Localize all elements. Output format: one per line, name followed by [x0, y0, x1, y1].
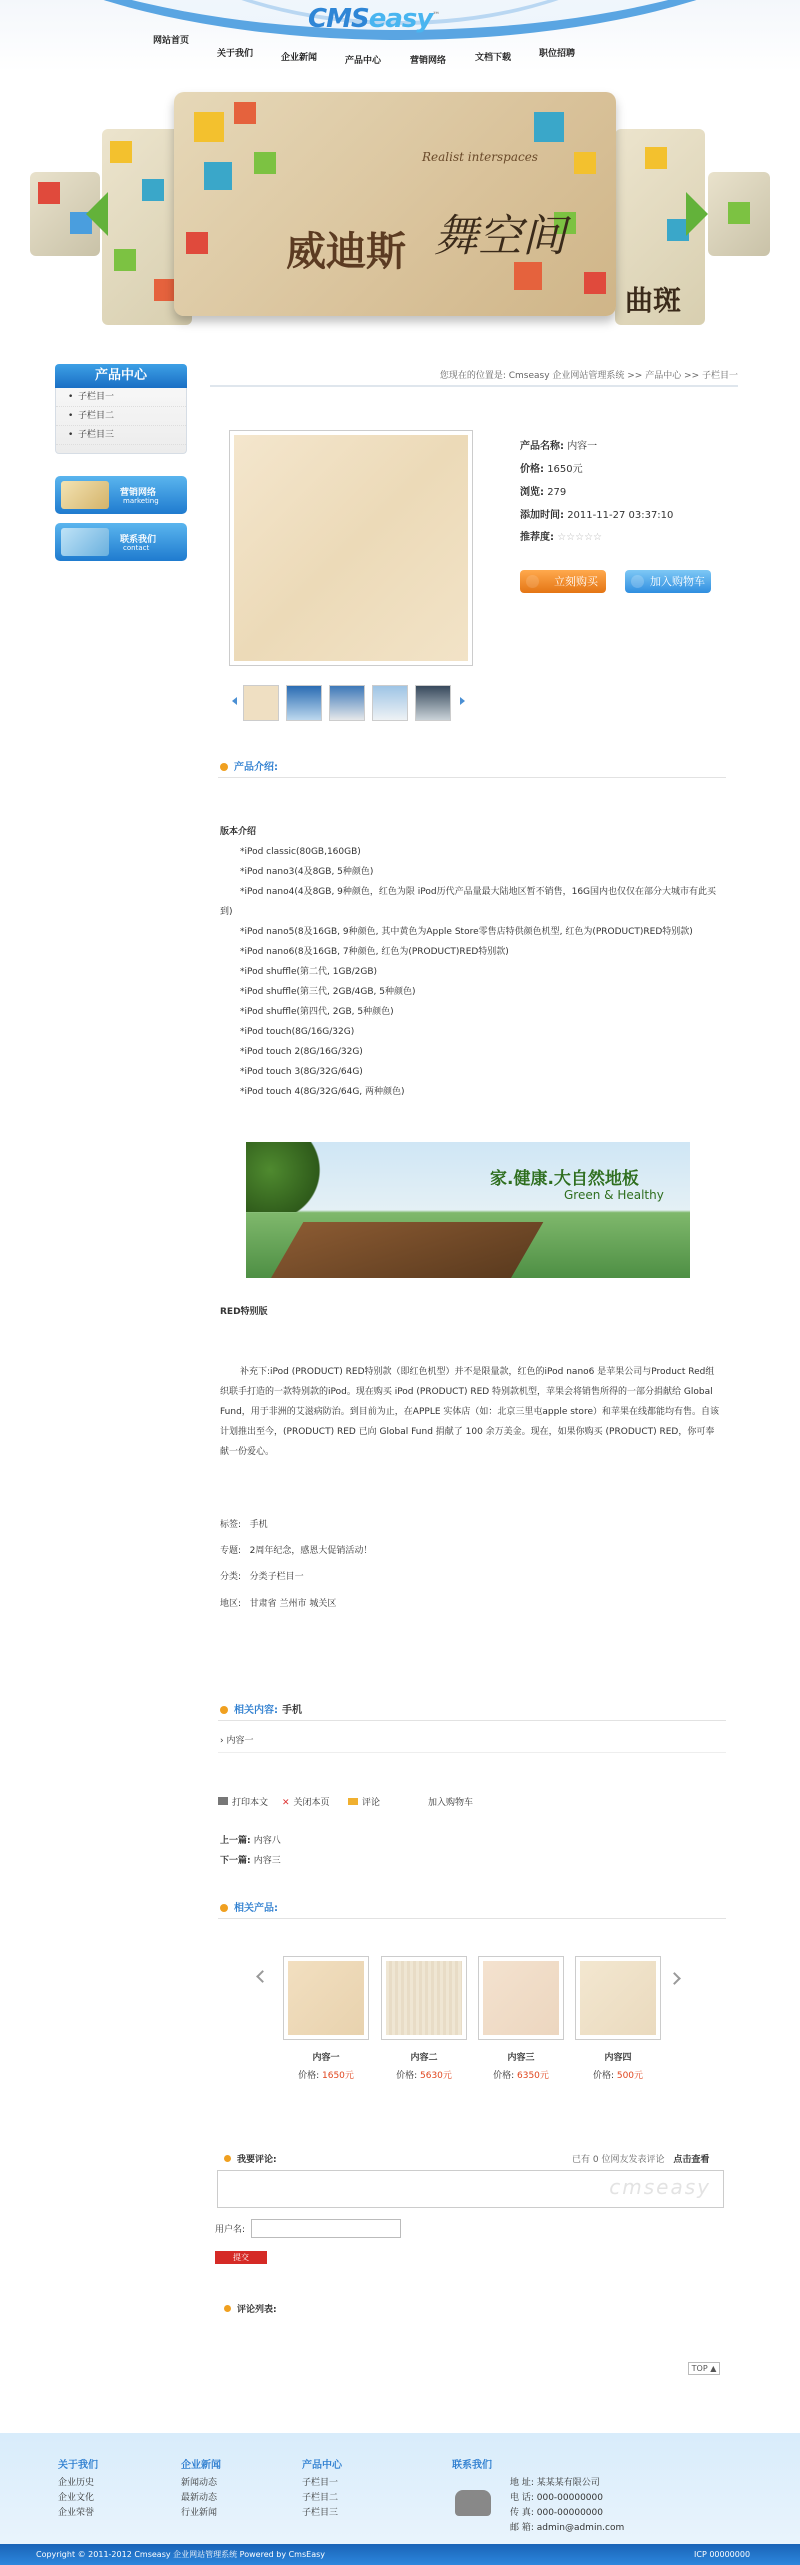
- comment-list-title: [224, 2302, 277, 2315]
- prev-article: [220, 1833, 281, 1846]
- logo-sup: ™: [432, 10, 440, 20]
- red-edition-heading: RED特别版: [220, 1307, 268, 1317]
- tile: [154, 279, 176, 301]
- tile: [728, 202, 750, 224]
- carousel-next-arrow[interactable]: [686, 192, 708, 236]
- related-product-name[interactable]: 内容二: [410, 2053, 438, 2063]
- slide-far-right[interactable]: [708, 172, 770, 256]
- banner-headline: 家.健康.大自然地板: [490, 1169, 639, 1189]
- tile: [194, 112, 224, 142]
- cart-label: 加入购物车: [650, 575, 705, 588]
- cart-icon: [631, 575, 644, 588]
- footer-phone: 电 话: 000-00000000: [510, 2493, 603, 2503]
- meta-area: [220, 1596, 336, 1609]
- sidebar-list: [55, 388, 187, 454]
- contact-icon: [61, 528, 109, 556]
- related-label: 相关内容:: [234, 1705, 278, 1716]
- thumbnail[interactable]: [372, 685, 408, 721]
- nav-home[interactable]: 网站首页: [153, 36, 190, 46]
- comment-count: [572, 2152, 709, 2165]
- nav-products[interactable]: 产品中心: [345, 56, 382, 66]
- next-label: 下一篇:: [220, 1856, 251, 1866]
- product-price: 1650元: [547, 464, 583, 475]
- site-header: [0, 0, 800, 72]
- list-item: *iPod shuffle(第二代, 1GB/2GB): [240, 967, 378, 977]
- related-product-image[interactable]: [575, 1956, 661, 2040]
- area-label: 地区:: [220, 1599, 242, 1609]
- phone-icon: [455, 2490, 491, 2516]
- sidebar-marketing-box[interactable]: [55, 476, 187, 514]
- meta-category: [220, 1569, 304, 1582]
- username-input[interactable]: [251, 2219, 401, 2238]
- tree-shape: [246, 1142, 326, 1212]
- sidebar-item[interactable]: • 子栏目三: [56, 426, 186, 445]
- list-item: *iPod touch(8G/16G/32G): [240, 1027, 355, 1037]
- carousel-prev-arrow[interactable]: [256, 1970, 269, 1983]
- intro-title: 产品介绍:: [220, 758, 278, 773]
- bullet-icon: [224, 2305, 231, 2312]
- product-price-row: [520, 460, 583, 475]
- comment-label: 评论: [362, 1798, 381, 1808]
- slide-main[interactable]: [174, 92, 616, 316]
- print-label: 打印本文: [232, 1798, 269, 1808]
- tile: [534, 112, 564, 142]
- list-item: *iPod shuffle(第三代, 2GB/4GB, 5种颜色): [240, 987, 416, 997]
- username-label: 用户名:: [215, 2225, 246, 2235]
- nav-about[interactable]: 关于我们: [217, 49, 254, 59]
- tile: [142, 179, 164, 201]
- footer-link[interactable]: 企业文化: [58, 2493, 95, 2503]
- cat-label: 分类:: [220, 1572, 242, 1582]
- next-article: [220, 1853, 281, 1866]
- tile: [514, 262, 542, 290]
- list-item: *iPod touch 2(8G/16G/32G): [240, 1047, 363, 1057]
- submit-button[interactable]: 提交: [215, 2251, 267, 2264]
- product-rating-row: [520, 528, 602, 543]
- related-product-image[interactable]: [381, 1956, 467, 2040]
- thumbnail[interactable]: [329, 685, 365, 721]
- tile: [204, 162, 232, 190]
- price-value: 6350元: [517, 2071, 549, 2081]
- copyright-text: Copyright © 2011-2012 Cmseasy 企业网站管理系统 Powered by CmsEasy: [36, 2550, 325, 2559]
- related-product-price: [283, 2068, 369, 2081]
- special-label: 专题:: [220, 1546, 242, 1556]
- tile: [254, 152, 276, 174]
- comment-title: [224, 2152, 277, 2165]
- related-product-name[interactable]: 内容四: [604, 2053, 632, 2063]
- footer-link[interactable]: 企业荣誉: [58, 2508, 95, 2518]
- footer-link[interactable]: 最新动态: [181, 2493, 218, 2503]
- marketing-title: 营销网络: [120, 488, 157, 498]
- red-edition-paragraph: 补充下:iPod (PRODUCT) RED特别款（即红色机型）并不是限量款，红色的iPod nano6 是苹果公司与Product Red组织联手打造的一款特别款的iPod。现在购买 iPod (PRODUCT) RED 特别款机型，苹果会将销售所得的一部分捐献给 Global Fund，用于非洲的艾滋病防治。到目前为止，在APPLE 实体店（如：北京三里屯apple store）和苹果在线都能均有售。自该计划推出至今，(PRODUCT) RED 已向 Global Fund 捐献了 100 余万美金。现在，如果你购买 (PRODUCT) RED，你可奉献一份爱心。: [220, 1367, 719, 1457]
- footer-link[interactable]: 子栏目三: [302, 2508, 339, 2518]
- related-product-image[interactable]: [283, 1956, 369, 2040]
- slide-right-text: 曲斑: [625, 284, 682, 317]
- nav-news[interactable]: 企业新闻: [281, 53, 318, 63]
- thumbnail[interactable]: [286, 685, 322, 721]
- price-value: 5630元: [420, 2071, 452, 2081]
- related-item[interactable]: › 内容一: [220, 1736, 254, 1746]
- breadcrumb[interactable]: 您现在的位置是: Cmseasy 企业网站管理系统 >> 产品中心 >> 子栏目一: [210, 367, 738, 387]
- area-link[interactable]: 甘肃省 兰州市 城关区: [249, 1599, 337, 1609]
- rating-stars[interactable]: ☆☆☆☆☆: [557, 532, 603, 543]
- related-item-label: 内容一: [226, 1736, 254, 1746]
- footer-email[interactable]: 邮 箱: admin@admin.com: [510, 2523, 625, 2533]
- price-label: 价格:: [520, 464, 544, 475]
- tile: [114, 249, 136, 271]
- slide-subtitle: Realist interspaces: [422, 150, 538, 164]
- copyright-bar: [0, 2544, 800, 2565]
- slide-title: 威迪斯: [286, 228, 406, 275]
- tile: [645, 147, 667, 169]
- prev-link[interactable]: 内容八: [253, 1836, 281, 1846]
- tile: [186, 232, 208, 254]
- footer-address: 地 址: 某某某有限公司: [510, 2478, 600, 2488]
- footer-fax: 传 真: 000-00000000: [510, 2508, 603, 2518]
- footer-link[interactable]: 新闻动态: [181, 2478, 218, 2488]
- comment-list-label: 评论列表:: [237, 2305, 277, 2315]
- close-link[interactable]: [282, 1795, 330, 1808]
- name-label: 产品名称:: [520, 441, 564, 452]
- close-label: 关闭本页: [293, 1798, 330, 1808]
- views-label: 浏览:: [520, 487, 544, 498]
- thumbnail[interactable]: [243, 685, 279, 721]
- related-product-name[interactable]: 内容三: [507, 2053, 535, 2063]
- marketing-sub: marketing: [123, 497, 159, 505]
- date-label: 添加时间:: [520, 510, 564, 521]
- site-footer: [0, 2433, 800, 2544]
- list-item: *iPod touch 3(8G/32G/64G): [240, 1067, 363, 1077]
- logo-main: CMS: [308, 4, 369, 34]
- carousel-prev-arrow[interactable]: [86, 192, 108, 236]
- comment-count-text: 已有 0 位网友发表评论: [572, 2155, 665, 2165]
- comment-watermark: cmseasy: [609, 2175, 711, 2199]
- sidebar-contact-box[interactable]: [55, 523, 187, 561]
- sidebar-item[interactable]: • 子栏目二: [56, 407, 186, 426]
- view-comments-link[interactable]: 点击查看: [673, 2155, 710, 2165]
- divider: [218, 777, 726, 778]
- tile: [38, 182, 60, 204]
- footer-link[interactable]: 企业历史: [58, 2478, 95, 2488]
- intro-heading: 版本介绍: [220, 827, 257, 837]
- add-to-cart-button[interactable]: [625, 570, 711, 593]
- divider: [218, 1720, 726, 1721]
- related-product-price: [575, 2068, 661, 2081]
- contact-title: 联系我们: [120, 535, 157, 545]
- footer-col-title: 产品中心: [302, 2460, 342, 2471]
- related-product-price: [381, 2068, 467, 2081]
- tile: [584, 272, 606, 294]
- price-label: 价格:: [592, 2071, 614, 2081]
- list-item: *iPod classic(80GB,160GB): [240, 847, 361, 857]
- product-date: 2011-11-27 03:37:10: [567, 510, 674, 521]
- list-item: *iPod touch 4(8G/32G/64G, 两种颜色): [240, 1087, 405, 1097]
- cat-link[interactable]: 分类子栏目一: [249, 1572, 304, 1582]
- footer-link[interactable]: 子栏目一: [302, 2478, 339, 2488]
- list-item: *iPod nano3(4及8GB, 5种颜色): [240, 867, 374, 877]
- contact-sub: contact: [123, 544, 150, 552]
- cart-icon: [526, 575, 539, 588]
- slide-brand: 舞空间: [434, 211, 566, 262]
- list-item: *iPod nano6(8及16GB, 7种颜色, 红色为(PRODUCT)RED特别款): [240, 947, 509, 957]
- tile: [574, 152, 596, 174]
- version-list: [220, 842, 720, 1102]
- list-item: *iPod nano4(4及8GB, 9种颜色，红色为限 iPod历代产品量最大陆地区暂不销售，16G国内也仅仅在部分大城市有此买到): [220, 887, 717, 917]
- product-name: 内容一: [567, 441, 598, 452]
- footer-contact-title: 联系我们: [452, 2460, 492, 2471]
- list-item: *iPod nano5(8及16GB, 9种颜色, 其中黄色为Apple Store零售店特供颜色机型, 红色为(PRODUCT)RED特别款): [240, 927, 693, 937]
- bullet-icon: [224, 2155, 231, 2162]
- deck-shape: [269, 1222, 544, 1278]
- related-products-title: 相关产品:: [220, 1899, 278, 1914]
- thumbnail[interactable]: [415, 685, 451, 721]
- price-value: 500元: [616, 2071, 644, 2081]
- comment-link[interactable]: [348, 1795, 380, 1808]
- related-product-image[interactable]: [478, 1956, 564, 2040]
- nav-jobs[interactable]: 职位招聘: [539, 49, 576, 59]
- comment-textarea[interactable]: [217, 2170, 724, 2208]
- carousel-next-arrow[interactable]: [668, 1972, 681, 1985]
- divider: [218, 1918, 726, 1919]
- product-views-row: [520, 483, 566, 498]
- footer-col-title: 关于我们: [58, 2460, 98, 2471]
- thumb-next-arrow[interactable]: [460, 697, 465, 705]
- buy-label: 立刻购买: [554, 575, 598, 588]
- site-logo[interactable]: [308, 4, 439, 34]
- flooring-banner-image: [246, 1142, 690, 1278]
- close-icon: ✕: [282, 1798, 290, 1808]
- tag-link[interactable]: 手机: [249, 1520, 268, 1530]
- tool-cart-link[interactable]: 加入购物车: [428, 1798, 474, 1808]
- list-item: *iPod shuffle(第四代, 2GB, 5种颜色): [240, 1007, 394, 1017]
- product-name-row: [520, 437, 597, 452]
- comment-title-label: 我要评论:: [237, 2155, 277, 2165]
- tag-label: 标签:: [220, 1520, 242, 1530]
- thumb-prev-arrow[interactable]: [232, 697, 237, 705]
- next-link[interactable]: 内容三: [253, 1856, 281, 1866]
- prev-label: 上一篇:: [220, 1836, 251, 1846]
- sidebar-item[interactable]: • 子栏目一: [56, 388, 186, 407]
- product-image[interactable]: [229, 430, 473, 666]
- banner-subline: Green & Healthy: [564, 1188, 664, 1202]
- sidebar-title: 产品中心: [55, 364, 187, 388]
- printer-icon: [218, 1797, 228, 1805]
- folder-icon: [348, 1798, 358, 1805]
- special-link[interactable]: 2周年纪念，感恩大促销活动！: [249, 1546, 373, 1556]
- buy-now-button[interactable]: [520, 570, 606, 593]
- footer-link[interactable]: 行业新闻: [181, 2508, 218, 2518]
- product-date-row: [520, 506, 673, 521]
- price-label: 价格:: [298, 2071, 320, 2081]
- icp-text[interactable]: ICP 00000000: [694, 2550, 751, 2559]
- tile: [234, 102, 256, 124]
- related-keyword: 手机: [282, 1705, 302, 1716]
- divider: [218, 1752, 726, 1753]
- footer-link[interactable]: 子栏目二: [302, 2493, 339, 2503]
- footer-col-title: 企业新闻: [181, 2460, 221, 2471]
- related-title: [220, 1701, 302, 1716]
- price-label: 价格:: [493, 2071, 515, 2081]
- back-to-top-button[interactable]: TOP ▲: [688, 2362, 720, 2375]
- price-label: 价格:: [396, 2071, 418, 2081]
- book-icon: [61, 481, 109, 509]
- meta-special: [220, 1543, 372, 1556]
- rating-label: 推荐度:: [520, 532, 554, 543]
- nav-marketing[interactable]: 营销网络: [410, 56, 447, 66]
- print-link[interactable]: [218, 1795, 268, 1808]
- related-product-price: [478, 2068, 564, 2081]
- tile: [110, 141, 132, 163]
- logo-accent: easy: [368, 4, 433, 34]
- meta-tags: [220, 1517, 268, 1530]
- nav-downloads[interactable]: 文档下载: [475, 53, 512, 63]
- price-value: 1650元: [322, 2071, 354, 2081]
- related-product-name[interactable]: 内容一: [312, 2053, 340, 2063]
- top-label: TOP: [691, 2364, 708, 2373]
- product-views: 279: [547, 487, 567, 498]
